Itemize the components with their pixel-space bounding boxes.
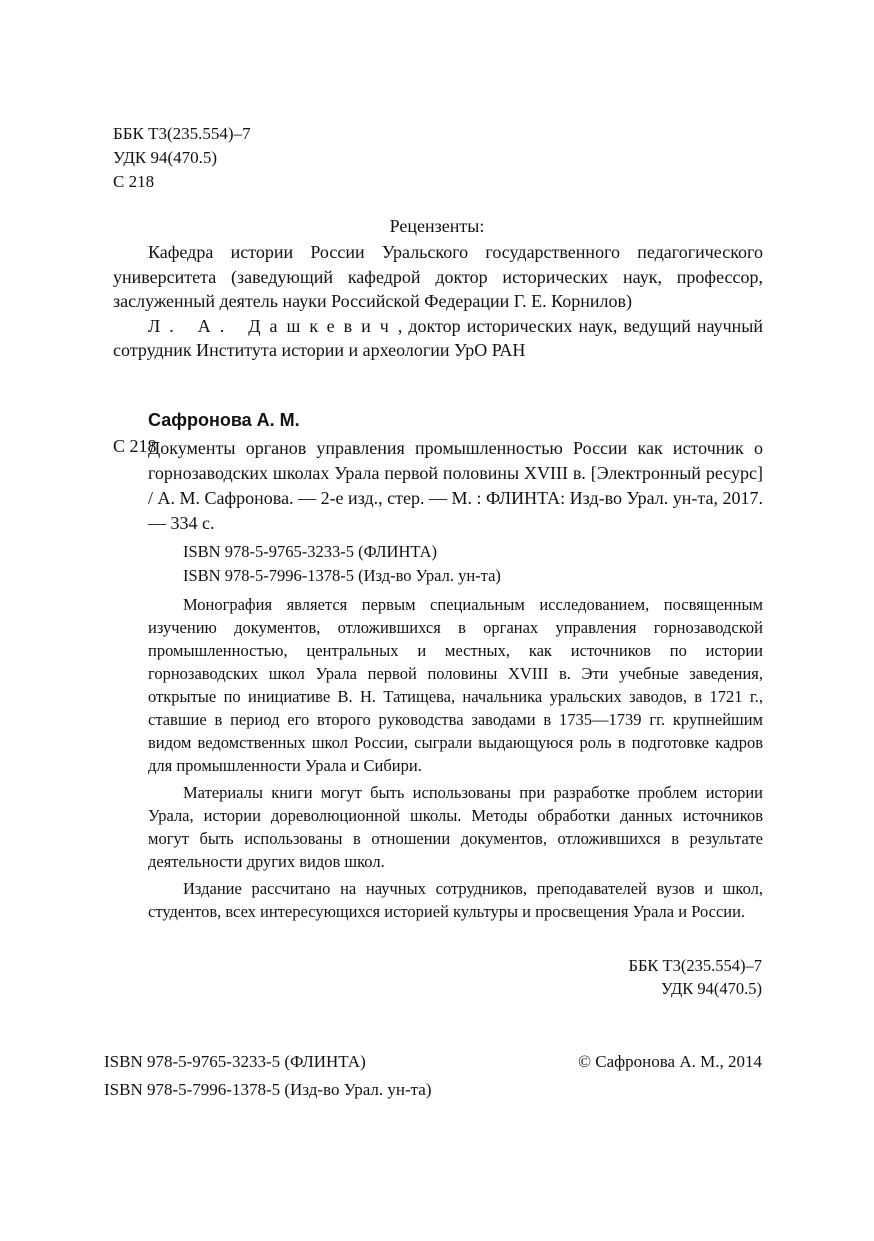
footer-isbn-2: ISBN 978-5-7996-1378-5 (Изд-во Урал. ун-та) xyxy=(104,1080,432,1099)
bbk-code: ББК Т3(235.554)–7 xyxy=(113,124,251,143)
footer-isbn-1: ISBN 978-5-9765-3233-5 (ФЛИНТА) xyxy=(104,1052,366,1071)
reviewer-2-name: Л. А. Дашкевич xyxy=(148,315,398,336)
classification-repeat xyxy=(628,954,762,1000)
record-description: Документы органов управления промышленностью России как источник о горнозаводских школах Урала первой половины XVIII в. [Электронный ресурс] / А. М. Сафронова. — 2-е изд., стер. — М. : ФЛИНТА: Изд-во Урал. ун-та, 2017. — 334 с. xyxy=(148,438,763,533)
udk-code: УДК 94(470.5) xyxy=(113,148,218,167)
footer-isbn-list xyxy=(104,1048,432,1104)
udk-code-repeat: УДК 94(470.5) xyxy=(660,979,762,998)
record-call-number: С 218 xyxy=(113,436,157,456)
copyright-notice: © Сафронова А. М., 2014 xyxy=(578,1052,762,1071)
annotation-paragraph: Материалы книги могут быть использованы при разработке проблем истории Урала, истории дореволюционной школы. Методы обработки данных источников могут быть использованы в отношении документов, отложившихся в результате деятельности других видов школ. xyxy=(148,783,763,871)
author-code: С 218 xyxy=(113,172,155,191)
annotation-paragraph: Издание рассчитано на научных сотрудников, преподавателей вузов и школ, студентов, всех интересующихся историей культуры и просвещения Урала и России. xyxy=(148,879,763,921)
bbk-code-repeat: ББК Т3(235.554)–7 xyxy=(628,956,762,975)
record-author: Сафронова А. М. xyxy=(148,410,300,430)
reviewers-block xyxy=(113,240,763,363)
annotation-paragraph: Монография является первым специальным исследованием, посвященным изучению документов, отложившихся в органах управления горнозаводской промышленностью, центральных и местных, как источников по истории горнозаводских школ Урала первой половины XVIII в. Эти учебные заведения, открытые по инициативе В. Н. Татищева, начальника уральских заводов, в 1721 г., ставшие в период его второго руководства заводами в 1735—1739 гг. крупнейшим видом ведомственных школ России, сыграли выдающуюся роль в подготовке кадров для промышленности Урала и Сибири. xyxy=(148,595,763,775)
record-isbn-2: ISBN 978-5-7996-1378-5 (Изд-во Урал. ун-та) xyxy=(183,566,501,585)
reviewer-2-details: , доктор исторических наук, ведущий научный сотрудник Института истории и археологии УрО РАН xyxy=(113,315,763,360)
annotation xyxy=(148,593,763,923)
record-isbn-list xyxy=(183,540,501,588)
record-isbn-1: ISBN 978-5-9765-3233-5 (ФЛИНТА) xyxy=(183,542,438,561)
reviewer-2 xyxy=(113,314,763,363)
classification-codes xyxy=(113,122,251,194)
reviewer-1: Кафедра истории России Уральского государственного педагогического университета (заведующий кафедрой доктор исторических наук, профессор, заслуженный деятель науки Российской Федерации Г. Е. Корнилов) xyxy=(113,242,763,311)
reviewers-title: Рецензенты: xyxy=(389,216,485,236)
